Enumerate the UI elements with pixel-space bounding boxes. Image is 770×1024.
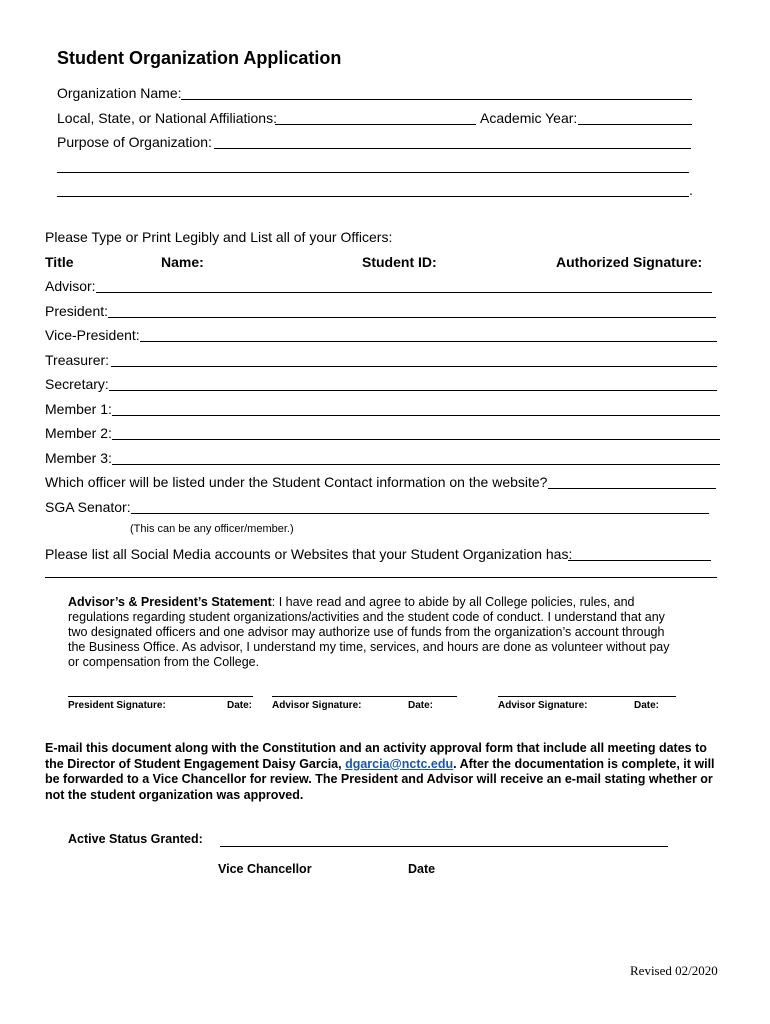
sga-senator-field[interactable] bbox=[131, 513, 709, 514]
submission-instructions bbox=[45, 741, 735, 803]
row-member-3-label: Member 3: bbox=[45, 450, 112, 466]
advisor-signature-line-2[interactable] bbox=[498, 696, 676, 697]
sga-note: (This can be any officer/member.) bbox=[130, 523, 294, 535]
academic-year-field[interactable] bbox=[578, 124, 692, 125]
advisor-date-label-1: Date: bbox=[408, 700, 434, 711]
president-signature-label: President Signature: bbox=[68, 700, 166, 711]
instructions-line-1: E-mail this document along with the Constitution and an activity approval form that include all meeting dates to bbox=[45, 741, 707, 755]
row-member-1-field[interactable] bbox=[112, 415, 720, 416]
president-date-label: Date: bbox=[227, 700, 253, 711]
revised-date: Revised 02/2020 bbox=[630, 963, 718, 978]
row-president-field[interactable] bbox=[108, 317, 716, 318]
purpose-field-3[interactable] bbox=[57, 196, 689, 197]
contact-officer-field[interactable] bbox=[548, 488, 716, 489]
status-date-label: Date bbox=[408, 862, 436, 876]
email-link[interactable]: dgarcia@nctc.edu bbox=[345, 756, 454, 771]
instructions-line-2a: the Director of Student Engagement Daisy Garcia, bbox=[45, 756, 346, 771]
row-member-2-label: Member 2: bbox=[45, 425, 112, 441]
header-signature: Authorized Signature: bbox=[556, 254, 703, 270]
instructions-line-4: not the student organization was approved. bbox=[45, 787, 304, 802]
row-secretary-field[interactable] bbox=[109, 390, 717, 391]
statement-line-5: or compensation from the College. bbox=[68, 655, 260, 669]
row-member-2-field[interactable] bbox=[112, 439, 720, 440]
statement-block bbox=[68, 595, 708, 670]
statement-line-3: two designated officers and one advisor may authorize use of funds from the organization’s account through bbox=[68, 625, 665, 639]
social-media-field-1[interactable] bbox=[568, 560, 711, 561]
vice-chancellor-label: Vice Chancellor bbox=[218, 862, 312, 876]
purpose-period: . bbox=[689, 182, 693, 198]
row-vice-president-label: Vice-President: bbox=[45, 327, 140, 343]
statement-heading: Advisor’s & President’s Statement bbox=[68, 595, 272, 609]
row-advisor-field[interactable] bbox=[96, 292, 712, 293]
advisor-signature-line-1[interactable] bbox=[272, 696, 457, 697]
purpose-field-1[interactable] bbox=[214, 148, 691, 149]
instructions-line-3: be forwarded to a Vice Chancellor for review. The President and Advisor will receive an e-mail stating whether or bbox=[45, 772, 713, 786]
row-member-3-field[interactable] bbox=[112, 464, 720, 465]
advisor-signature-label-1: Advisor Signature: bbox=[272, 700, 362, 711]
row-secretary-label: Secretary: bbox=[45, 376, 109, 392]
header-title: Title bbox=[45, 254, 74, 270]
active-status-line[interactable] bbox=[220, 846, 668, 847]
affiliations-label: Local, State, or National Affiliations: bbox=[57, 110, 277, 126]
active-status-label: Active Status Granted: bbox=[68, 832, 203, 846]
president-signature-line[interactable] bbox=[68, 696, 253, 697]
statement-line-2: regulations regarding student organizations/activities and the student code of conduct. I understand that any bbox=[68, 610, 665, 624]
advisor-date-label-2: Date: bbox=[634, 700, 660, 711]
statement-line-4: the Business Office. As advisor, I understand my time, services, and hours are done as volunteer without pay bbox=[68, 640, 670, 654]
purpose-field-2[interactable] bbox=[57, 172, 689, 173]
instructions-line-2b: . After the documentation is complete, it will bbox=[453, 756, 715, 771]
org-name-label: Organization Name: bbox=[57, 85, 182, 101]
row-treasurer-label: Treasurer: bbox=[45, 352, 110, 368]
purpose-label: Purpose of Organization: bbox=[57, 134, 212, 150]
org-name-field[interactable] bbox=[181, 99, 692, 100]
row-treasurer-field[interactable] bbox=[111, 366, 717, 367]
social-media-label: Please list all Social Media accounts or Websites that your Student Organization has: bbox=[45, 546, 573, 562]
row-advisor-label: Advisor: bbox=[45, 278, 96, 294]
affiliations-field[interactable] bbox=[275, 124, 476, 125]
contact-question: Which officer will be listed under the Student Contact information on the website? bbox=[45, 474, 548, 490]
social-media-field-2[interactable] bbox=[45, 577, 717, 578]
row-vice-president-field[interactable] bbox=[140, 341, 717, 342]
academic-year-label: Academic Year: bbox=[480, 110, 578, 126]
row-president-label: President: bbox=[45, 303, 109, 319]
statement-line-1: : I have read and agree to abide by all College policies, rules, and bbox=[271, 595, 635, 609]
header-student-id: Student ID: bbox=[362, 254, 437, 270]
row-member-1-label: Member 1: bbox=[45, 401, 112, 417]
officers-instruction: Please Type or Print Legibly and List all of your Officers: bbox=[45, 229, 393, 245]
sga-senator-label: SGA Senator: bbox=[45, 499, 131, 515]
advisor-signature-label-2: Advisor Signature: bbox=[498, 700, 588, 711]
page-title: Student Organization Application bbox=[57, 48, 342, 68]
header-name: Name: bbox=[161, 254, 204, 270]
